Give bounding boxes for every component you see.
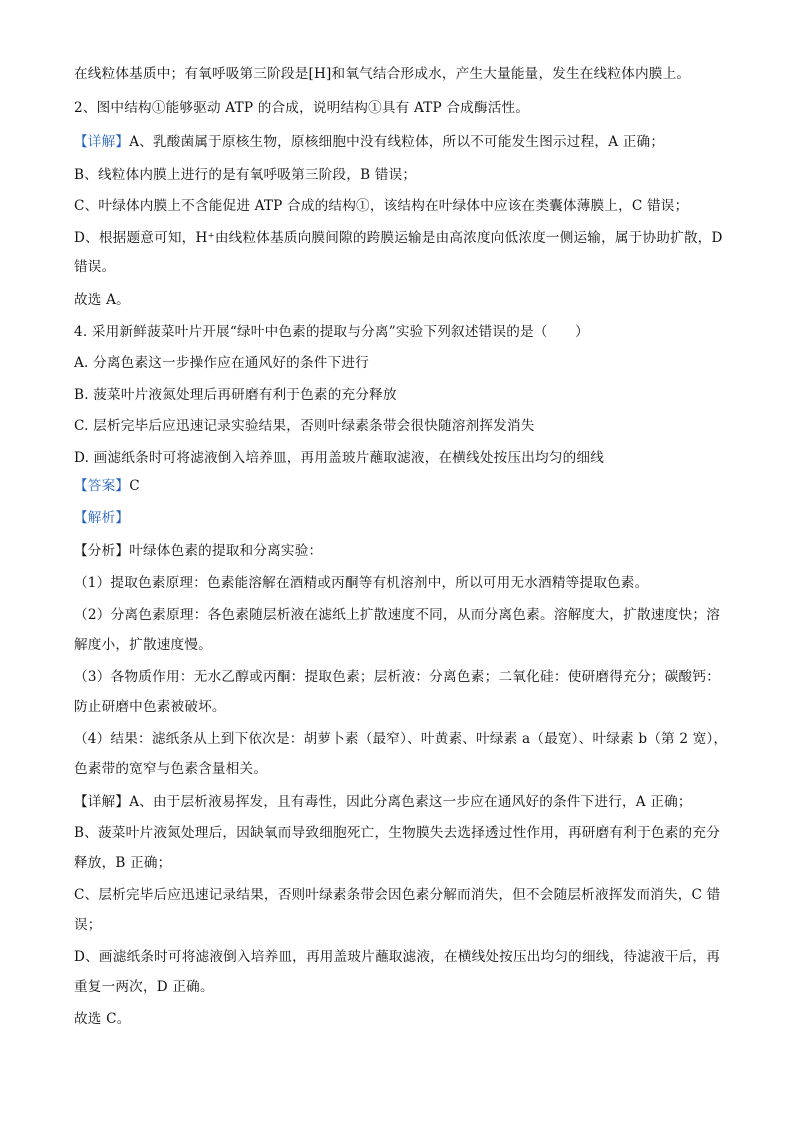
text-line-31: 故选 C。 [74,1011,131,1027]
text-line-2: 2、图中结构①能够驱动 ATP 的合成，说明结构①具有 ATP 合成酶活性。 [74,100,530,116]
option-a: A. 分离色素这一步操作应在通风好的条件下进行 [74,355,369,371]
option-d: D. 画滤纸条时可将滤液倒入培养皿，再用盖玻片蘸取滤液，在横线处按压出均匀的细线 [74,450,605,466]
text-line-28: 误； [74,917,102,933]
text-line-27: C、层析完毕后应迅速记录结果，否则叶绿素条带会因色素分解而消失，但不会随层析液挥发而消失，C 错 [74,887,721,903]
answer-line [74,476,140,496]
detail-paragraph-1 [74,132,664,152]
option-b: B. 菠菜叶片液氮处理后再研磨有利于色素的充分释放 [74,387,397,403]
answer-tag: 【答案】 [74,478,130,494]
text-line-25: B、菠菜叶片液氮处理后，因缺氧而导致细胞死亡，生物膜失去选择透过性作用，再研磨有利于色素的充分 [74,825,720,841]
text-line-8: 故选 A。 [74,292,130,308]
text-line-1: 在线粒体基质中；有氧呼吸第三阶段是[H]和氧气结合形成水，产生大量能量，发生在线粒体内膜上。 [74,66,691,82]
analysis-intro [74,541,322,561]
answer-value: C [129,478,140,494]
text-line-30: 重复一两次，D 正确。 [74,979,214,995]
detail-tag-2: 【详解】 [74,794,130,810]
text-line-4: B、线粒体内膜上进行的是有氧呼吸第三阶段，B 错误； [74,167,417,183]
analysis-heading [74,508,129,528]
text-line-21: 防止研磨中色素被破坏。 [74,699,226,715]
text-line-20: （3）各物质作用：无水乙醇或丙酮：提取色素；层析液：分离色素；二氧化硅：使研磨得充分；碳酸钙： [74,669,720,685]
analysis-tag: 【解析】 [74,510,130,526]
question-stem: 4. 采用新鲜菠菜叶片开展“绿叶中色素的提取与分离”实验下列叙述错误的是（ ） [74,324,589,340]
detail-tag: 【详解】 [74,134,130,150]
text-line-17: （1）提取色素原理：色素能溶解在酒精或丙酮等有机溶剂中，所以可用无水酒精等提取色素。 [74,575,649,591]
detail-paragraph-2 [74,792,692,812]
text-line-19: 解度小，扩散速度慢。 [74,637,212,653]
text-line-29: D、画滤纸条时可将滤液倒入培养皿，再用盖玻片蘸取滤液，在横线处按压出均匀的细线，待滤液干后，再 [74,949,720,965]
fenxi-text: 叶绿体色素的提取和分离实验： [129,543,323,559]
text-line-18: （2）分离色素原理：各色素随层析液在滤纸上扩散速度不同，从而分离色素。溶解度大，扩散速度快；溶 [74,607,720,623]
option-c: C. 层析完毕后应迅速记录实验结果，否则叶绿素条带会很快随溶剂挥发消失 [74,418,535,434]
text-line-5: C、叶绿体内膜上不含能促进 ATP 合成的结构①，该结构在叶绿体中应该在类囊体薄膜上，C 错误； [74,198,689,214]
detail-text: A、乳酸菌属于原核生物，原核细胞中没有线粒体，所以不可能发生图示过程，A 正确； [129,134,665,150]
detail-text-2: A、由于层析液易挥发，且有毒性，因此分离色素这一步应在通风好的条件下进行，A 正确； [129,794,692,810]
text-line-26: 释放，B 正确； [74,855,172,871]
text-line-23: 色素带的宽窄与色素含量相关。 [74,761,268,777]
text-line-7: 错误。 [74,259,116,275]
fenxi-tag: 【分析】 [74,543,130,559]
text-line-22: （4）结果：滤纸条从上到下依次是：胡萝卜素（最窄）、叶黄素、叶绿素 a（最宽）、叶绿素 b（第 2 宽）， [74,731,728,747]
text-line-6: D、根据题意可知，H⁺由线粒体基质向膜间隙的跨膜运输是由高浓度向低浓度一侧运输，属于协助扩散，D [74,230,723,246]
